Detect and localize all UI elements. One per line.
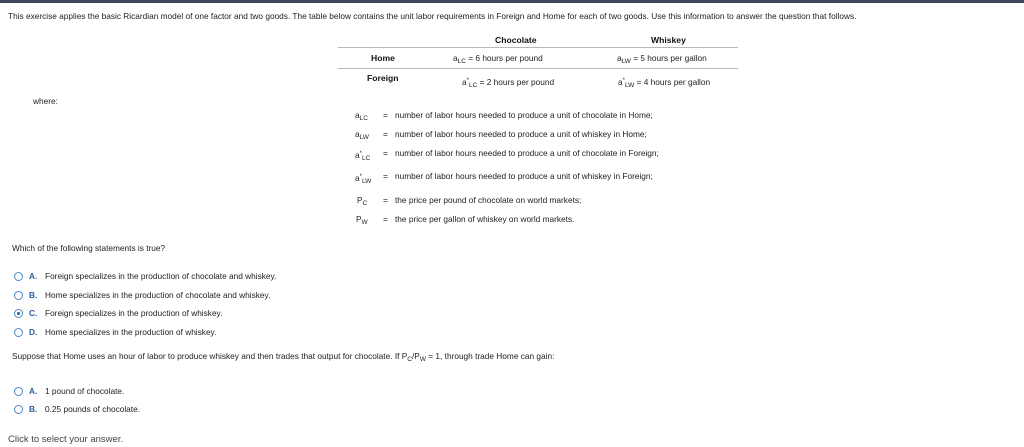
choice-text[interactable]: Foreign specializes in the production of chocolate and whiskey.: [45, 271, 277, 281]
choice-letter: B.: [29, 290, 38, 300]
top-bar: [0, 0, 1024, 3]
cell-foreign-chocolate: $a^*_{LC} = 2$ hours per pound: [462, 77, 555, 89]
row-label-home: Home: [371, 53, 395, 63]
choice-letter: A.: [29, 386, 38, 396]
definition-text: number of labor hours needed to produce a unit of whiskey in Home;: [395, 129, 647, 139]
table-divider: [338, 68, 738, 69]
definition-symbol: $P_C$: [357, 195, 368, 207]
definition-equals: =: [383, 148, 388, 158]
column-header-whiskey: Whiskey: [651, 35, 686, 45]
column-header-chocolate: Chocolate: [495, 35, 537, 45]
choice-letter: D.: [29, 327, 38, 337]
radio-button[interactable]: [14, 272, 23, 281]
definition-symbol: $a^*_{LC}$: [355, 150, 371, 162]
choice-text[interactable]: 1 pound of chocolate.: [45, 386, 125, 396]
exercise-intro: This exercise applies the basic Ricardian model of one factor and two goods. The table below contains the unit labor requirements in Foreign and Home for each of two goods. Use this information to answer the question that follows.: [8, 11, 857, 21]
cell-home-whiskey: $a_{LW} = 5$ hours per gallon: [617, 53, 707, 65]
definition-equals: =: [383, 195, 388, 205]
definition-symbol: $a_{LC}$: [355, 110, 368, 122]
choice-text[interactable]: Home specializes in the production of chocolate and whiskey.: [45, 290, 271, 300]
radio-button[interactable]: [14, 291, 23, 300]
radio-button[interactable]: [14, 405, 23, 414]
choice-letter: C.: [29, 308, 38, 318]
table-divider: [338, 47, 738, 48]
definition-text: the price per pound of chocolate on world markets;: [395, 195, 582, 205]
radio-button[interactable]: [14, 328, 23, 337]
question-2-prompt: Suppose that Home uses an hour of labor to produce whiskey and then trades that output for chocolate. If $P_C/P_W = 1$, through trade Home can gain:: [12, 351, 555, 363]
radio-button-selected[interactable]: [14, 309, 23, 318]
cell-foreign-whiskey: $a^*_{LW} = 4$ hours per gallon: [618, 77, 711, 89]
cell-home-chocolate: $a_{LC} = 6$ hours per pound: [453, 53, 543, 65]
choice-text[interactable]: Foreign specializes in the production of whiskey.: [45, 308, 223, 318]
definition-equals: =: [383, 110, 388, 120]
footer-instruction: Click to select your answer.: [8, 434, 124, 445]
definition-equals: =: [383, 214, 388, 224]
radio-button[interactable]: [14, 387, 23, 396]
definition-symbol: $a_{LW}$: [355, 129, 369, 141]
choice-letter: A.: [29, 271, 38, 281]
definition-equals: =: [383, 171, 388, 181]
question-1-prompt: Which of the following statements is true?: [12, 243, 166, 253]
definition-text: the price per gallon of whiskey on world markets.: [395, 214, 575, 224]
definition-symbol: $P_W$: [356, 214, 368, 226]
definition-symbol: $a^*_{LW}$: [355, 173, 372, 185]
choice-letter: B.: [29, 404, 38, 414]
choice-text[interactable]: Home specializes in the production of whiskey.: [45, 327, 217, 337]
where-label: where:: [33, 96, 58, 106]
definition-text: number of labor hours needed to produce a unit of chocolate in Home;: [395, 110, 653, 120]
definition-equals: =: [383, 129, 388, 139]
row-label-foreign: Foreign: [367, 73, 399, 83]
definition-text: number of labor hours needed to produce a unit of whiskey in Foreign;: [395, 171, 653, 181]
choice-text[interactable]: 0.25 pounds of chocolate.: [45, 404, 141, 414]
definition-text: number of labor hours needed to produce a unit of chocolate in Foreign;: [395, 148, 659, 158]
